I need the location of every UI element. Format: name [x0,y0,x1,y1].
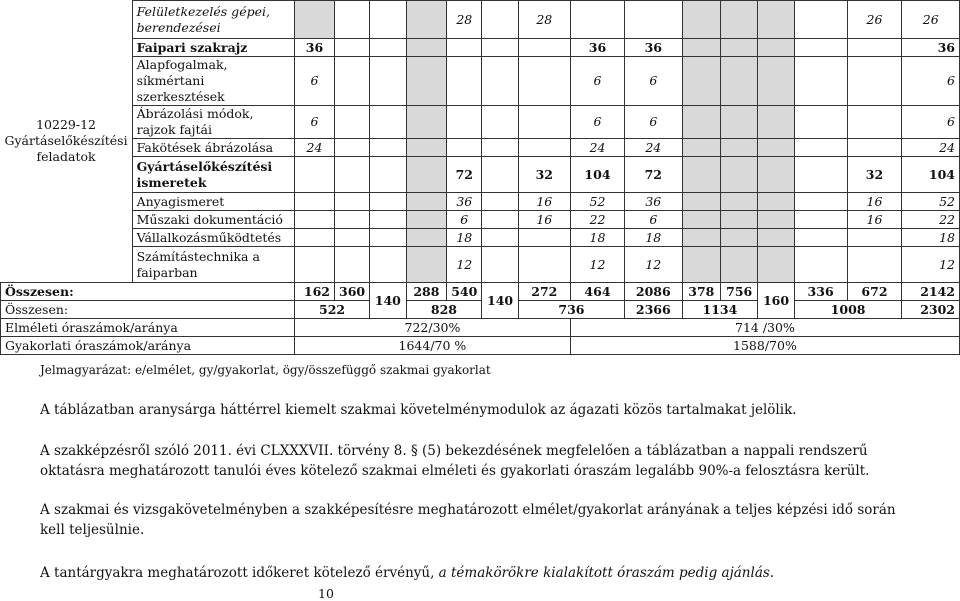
module-cell [1,1,133,283]
legend-text: Jelmagyarázat: e/elmélet, gy/gyakorlat, ögy/összefüggő szakmai gyakorlat [40,363,491,377]
table-row: 10229-12 Gyártáselőkészítési feladatok Felületkezelés gépei, berendezései 28 28 26 26 [1,1,960,39]
page-number: 10 [318,586,334,601]
table-row: Anyagismeret 36 16 52 36 16 52 [1,193,960,211]
row-label: Fakötések ábrázolása [132,139,294,157]
totals-row-1: Összesen: 162 360 140 288 540 140 272 464 2086 378 756 160 336 672 2142 [1,283,960,301]
table-row: Faipari szakrajz 36 36 36 36 [1,39,960,57]
note-timeframe: A tantárgyakra meghatározott időkeret kötelező érvényű, a témakörökre kialakított óraszám pedig ajánlás. [40,565,775,581]
module-name: Gyártáselőkészítési feladatok [4,133,128,165]
row-label: Gyártáselőkészítési ismeretek [132,157,294,193]
table-row: Gyártáselőkészítési ismeretek 72 32 104 72 32 104 [1,157,960,193]
note-ratio: A szakmai és vizsgakövetelményben a szakképesítésre meghatározott elmélet/gyakorlat arányának a teljes képzési idő során kell teljesülnie. [40,502,896,538]
row-label: Alapfogalmak, síkmértani szerkesztések [132,57,294,106]
totals-row-2: Összesen: 522 828 736 2366 1134 1008 2302 [1,301,960,319]
table-row: Számítástechnika a faiparban 12 12 12 12 [1,247,960,283]
row-label: Anyagismeret [132,193,294,211]
totals-label: Összesen: [1,301,295,319]
table-row: Vállalkozásműködtetés 18 18 18 18 [1,229,960,247]
row-label: Faipari szakrajz [132,39,294,57]
table-row: Alapfogalmak, síkmértani szerkesztések 6 6 6 6 [1,57,960,106]
note-law: A szakképzésről szóló 2011. évi CLXXXVII. törvény 8. § (5) bekezdésének megfelelően a táblázatban a nappali rendszerű oktatásra meghatározott tanulói éves kötelező szakmai elméleti és gyakorlati óraszám legalább 90%-a felosztásra került. [40,443,870,479]
module-code: 10229-12 [36,117,96,133]
practice-ratio-row: Gyakorlati óraszámok/aránya 1644/70 % 1588/70% [1,337,960,355]
row-label: Számítástechnika a faiparban [132,247,294,283]
row-label: Műszaki dokumentáció [132,211,294,229]
note-highlight: A táblázatban aranysárga háttérrel kiemelt szakmai követelménymodulok az ágazati közös tartalmakat jelölik. [40,402,797,418]
row-label: Vállalkozásműködtetés [132,229,294,247]
theory-ratio-row: Elméleti óraszámok/aránya 722/30% 714 /30% [1,319,960,337]
totals-label: Összesen: [1,283,295,301]
practice-ratio-label: Gyakorlati óraszámok/aránya [1,337,295,355]
table-row: Ábrázolási módok, rajzok fajtái 6 6 6 6 [1,106,960,139]
table-row: Fakötések ábrázolása 24 24 24 24 [1,139,960,157]
row-label: Ábrázolási módok, rajzok fajtái [132,106,294,139]
row-label: Felületkezelés gépei, berendezései [132,1,294,39]
theory-ratio-label: Elméleti óraszámok/aránya [1,319,295,337]
table-row: Műszaki dokumentáció 6 16 22 6 16 22 [1,211,960,229]
